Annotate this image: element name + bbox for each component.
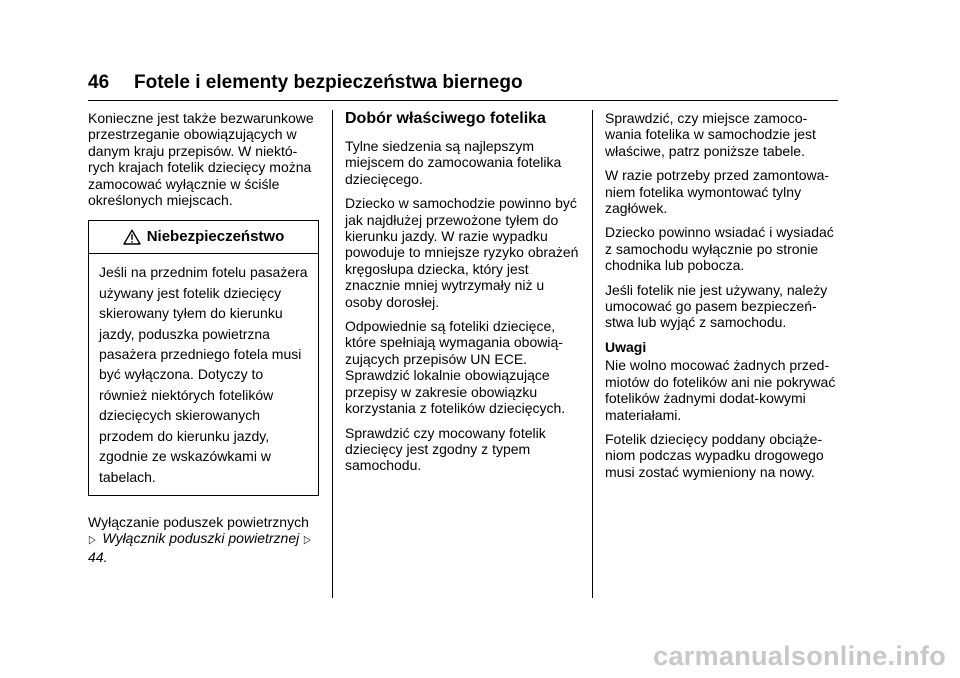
danger-box-title: Niebezpieczeństwo — [146, 228, 285, 246]
column-2 — [345, 110, 580, 482]
note-heading: Uwagi — [605, 338, 647, 355]
reference-arrow-icon: ▷ — [88, 534, 96, 547]
cross-reference-page[interactable]: 44. — [88, 548, 108, 565]
header-divider — [88, 100, 838, 101]
danger-box — [88, 220, 319, 495]
paragraph: Dziecko powinno wsiadać i wysiadać z samochodu wyłącznie po stronie chodnika lub pobocza. — [605, 224, 834, 274]
cross-reference-link[interactable]: Wyłącznik poduszki powietrznej — [102, 530, 300, 547]
paragraph: Jeśli fotelik nie jest używany, należy umocować go pasem bezpieczeń-stwa lub wyjąć z samochodu. — [605, 281, 828, 331]
paragraph: Sprawdzić, czy miejsce zamoco-wania fotelika w samochodzie jest właściwe, patrz poniższe tabele. — [605, 110, 816, 159]
paragraph: Nie wolno mocować żadnych przed-miotów do fotelików ani nie pokrywać fotelików żadnymi dodat-kowymi materiałami. — [605, 357, 836, 423]
page-title: Fotele i elementy bezpieczeństwa biernego — [134, 72, 523, 93]
section-title: Dobór właściwego fotelika — [345, 110, 546, 127]
paragraph: Tylne siedzenia są najlepszym miejscem do zamocowania fotelika dziecięcego. — [345, 138, 562, 187]
paragraph: Fotelik dziecięcy poddany obciąże-niom podczas wypadku drogowego musi zostać wymieniony na nowy. — [605, 430, 824, 480]
warning-triangle-icon — [123, 229, 141, 245]
column-divider-1 — [332, 110, 333, 598]
paragraph: Dziecko w samochodzie powinno być jak najdłużej przewożone tyłem do kierunku jazdy. W razie wypadku powoduje to mniejsze ryzyko obrażeń kręgosłupa dziecka, który jest znacznie mniej wytrzymały niż u osoby dorosłej. — [345, 195, 579, 310]
paragraph: Konieczne jest także bezwarunkowe przestrzeganie obowiązujących w danym kraju przepisów. W niektó-rych krajach fotelik dziecięcy można zamocować wyłącznie w ściśle określonych miejscach. — [88, 110, 314, 209]
watermark: carmanualsonline.info — [653, 641, 946, 671]
paragraph: W razie potrzeby przed zamontowa-niem fotelika wymontować tylny zagłówek. — [605, 167, 830, 217]
reference-arrow-icon: ▷ — [303, 534, 311, 547]
page-header — [88, 72, 523, 94]
cross-reference-text: Wyłączanie poduszek powietrznych — [88, 513, 309, 530]
column-1 — [88, 110, 323, 573]
danger-box-header — [89, 221, 318, 254]
paragraph: Sprawdzić czy mocowany fotelik dziecięcy jest zgodny z typem samochodu. — [345, 424, 546, 474]
column-3 — [605, 110, 840, 488]
danger-box-body: Jeśli na przednim fotelu pasażera używany jest fotelik dziecięcy skierowany tyłem do kierunku jazdy, poduszka powietrzna pasażera przedniego fotela musi być wyłączona. Dotyczy to również niektórych fotelików dziecięcych skierowanych przodem do kierunku jazdy, zgodnie ze wskazówkami w tabelach. — [99, 264, 308, 485]
paragraph: Odpowiednie są foteliki dziecięce, które spełniają wymagania obowią-zujących przepisów UN ECE. Sprawdzić lokalnie obowiązujące przepisy w zakresie obowiązku korzystania z fotelików dziecięcych. — [345, 318, 566, 417]
cross-reference — [88, 514, 323, 565]
column-divider-2 — [592, 110, 593, 598]
page-number: 46 — [88, 72, 110, 93]
